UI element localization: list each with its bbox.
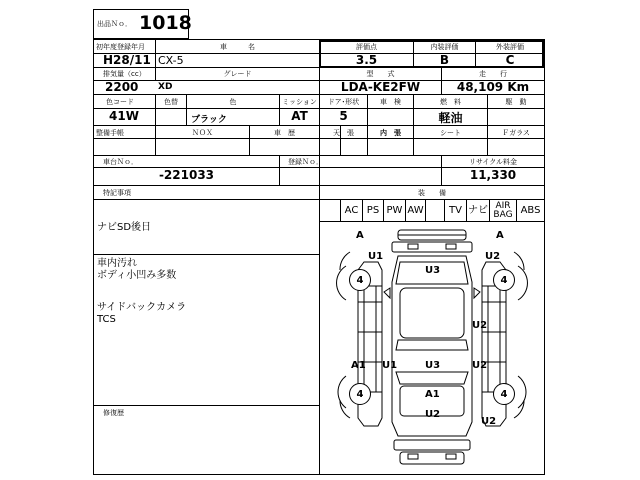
color-value: ブラック xyxy=(191,115,227,125)
displacement-value: 2200 xyxy=(105,80,139,94)
manual-label: 整備手帳 xyxy=(96,129,124,137)
equipment-blank xyxy=(426,201,444,221)
first-reg-label: 初年度登録年月 xyxy=(96,43,145,51)
tire-front-left: 4 xyxy=(349,269,371,291)
note-interior-dirt: 車内汚れ xyxy=(97,258,137,269)
damage-mark-right-door: U2 xyxy=(472,320,488,331)
repaint-label: 色替 xyxy=(164,98,178,106)
damage-mark-right-front: U2 xyxy=(485,251,501,262)
nox-label: ＮＯＸ xyxy=(192,129,213,137)
equipment-pw: PW xyxy=(386,205,403,216)
grade-label: グレード xyxy=(223,70,252,78)
damage-mark-roof-front: U3 xyxy=(425,265,441,276)
equipment-section-label: 装 備 xyxy=(418,189,446,197)
doors-label: ドア･形状 xyxy=(327,98,360,106)
repair-section-label: 修復歴 xyxy=(103,409,124,417)
transmission-label: ミッション xyxy=(282,98,317,106)
equipment-tv: TV xyxy=(449,205,462,216)
exterior-value: C xyxy=(505,53,515,67)
reg-no-label: 登録Ｎｏ． xyxy=(288,158,323,166)
damage-mark-front-right: A xyxy=(496,230,504,241)
recycle-value: 11,330 xyxy=(469,168,517,182)
exterior-label: 外装評価 xyxy=(496,43,524,51)
equipment-ac: AC xyxy=(344,205,359,216)
damage-mark-left-rear: A1 xyxy=(351,360,366,371)
damage-mark-rear-bumper: U2 xyxy=(425,409,441,420)
displacement-label: 排気量（cc） xyxy=(103,70,146,78)
score-label: 評価点 xyxy=(356,43,377,51)
inspection-label: 車 検 xyxy=(380,98,401,106)
fuel-label: 燃 料 xyxy=(440,98,461,106)
grade-value: XD xyxy=(158,82,173,92)
glass-label: Ｆガラス xyxy=(502,129,530,137)
model-label: 型 式 xyxy=(366,70,395,78)
model-value: LDA-KE2FW xyxy=(340,80,421,94)
interior-roof-label: 内 張 xyxy=(380,129,401,137)
lot-number-label: 出品Ｎｏ． xyxy=(97,20,132,28)
damage-mark-left-front: U1 xyxy=(368,251,384,262)
mileage-label: 走 行 xyxy=(479,70,507,78)
damage-mark-front-left: A xyxy=(356,230,364,241)
mileage-value: 48,109 Km xyxy=(456,80,530,94)
fuel-value: 軽油 xyxy=(438,111,463,125)
color-code-value: 41W xyxy=(109,109,139,123)
note-navi-sd: ナビSD後日 xyxy=(97,222,152,233)
lot-number-box xyxy=(93,9,192,39)
note-side-back-camera: サイドバックカメラ xyxy=(97,302,187,313)
color-label: 色 xyxy=(229,98,237,106)
damage-mark-left-rear-2: U1 xyxy=(382,360,398,371)
history-label: 車 歴 xyxy=(274,129,295,137)
notes-divider xyxy=(93,405,319,406)
notes-divider xyxy=(93,254,319,255)
car-name-label: 車 名 xyxy=(220,43,255,51)
equipment-airbag: AIR BAG xyxy=(493,201,513,220)
lot-number-value: 1018 xyxy=(139,12,192,34)
transmission-value: AT xyxy=(291,109,308,123)
interior-value: B xyxy=(439,53,450,67)
col-divider xyxy=(279,155,280,185)
doors-value: 5 xyxy=(339,109,348,123)
damage-mark-rear-right: U2 xyxy=(481,416,497,427)
chassis-label: 車台Ｎｏ． xyxy=(103,158,138,166)
car-name-value: CX-5 xyxy=(158,54,184,67)
chassis-value: -221033 xyxy=(158,168,215,182)
equipment-ps: PS xyxy=(366,205,380,216)
note-tcs: TCS xyxy=(97,314,116,325)
tire-rear-right: 4 xyxy=(493,383,515,405)
damage-mark-trunk: A1 xyxy=(425,389,440,400)
equipment-aw: AW xyxy=(407,205,424,216)
tire-rear-left: 4 xyxy=(349,383,371,405)
color-code-label: 色コード xyxy=(106,98,134,106)
damage-mark-right-rear: U2 xyxy=(472,360,488,371)
recycle-label: リサイクル料金 xyxy=(468,158,518,166)
sunroof-label: 天 張 xyxy=(333,129,354,137)
seat-label: シート xyxy=(440,129,461,137)
tire-front-right: 4 xyxy=(493,269,515,291)
car-diagram xyxy=(320,222,544,475)
drive-label: 駆 動 xyxy=(505,98,527,106)
note-body-dents: ボディ小凹み多数 xyxy=(97,270,177,281)
equipment-abs: ABS xyxy=(520,205,541,216)
equipment-navi: ナビ xyxy=(468,205,488,216)
score-value: 3.5 xyxy=(355,53,378,67)
first-reg-value: H28/11 xyxy=(103,53,151,67)
interior-label: 内装評価 xyxy=(430,43,459,51)
notes-section-label: 特記事項 xyxy=(103,189,131,197)
damage-mark-roof-rear: U3 xyxy=(425,360,441,371)
